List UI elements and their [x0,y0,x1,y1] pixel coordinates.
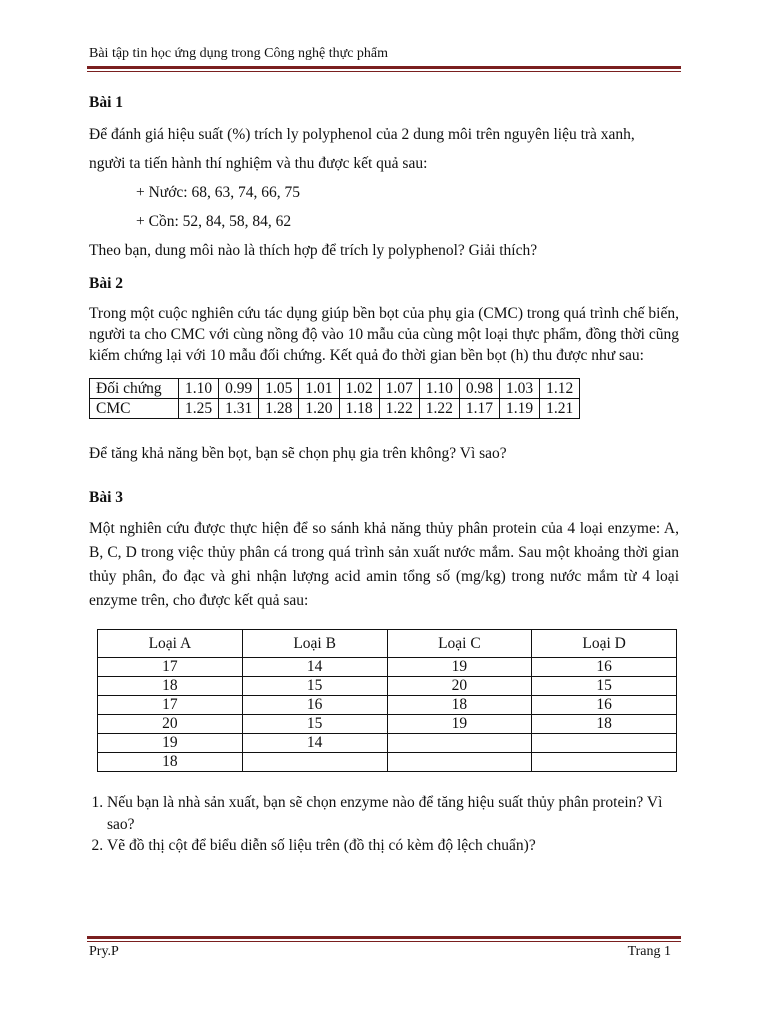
table-cell: 1.10 [179,379,219,399]
table-cell: 19 [98,734,243,753]
table-cell: 1.12 [540,379,580,399]
table-cell: 16 [532,658,677,677]
table-cell: 14 [242,658,387,677]
table-row [98,696,677,715]
table-cell: 1.31 [219,399,259,419]
footer-rule [87,936,681,942]
table-header-cell: Loại D [532,630,677,658]
table-row [90,379,580,399]
table-cell: 1.18 [339,399,379,419]
table-row [98,677,677,696]
header-title: Bài tập tin học ứng dụng trong Công nghệ thực phẩm [89,46,389,61]
table-cell: 1.19 [500,399,540,419]
table-cell: 20 [387,677,532,696]
table-cell: 15 [242,677,387,696]
table-cell: 1.10 [419,379,459,399]
table-cell: 17 [98,696,243,715]
table-header-cell: Loại C [387,630,532,658]
bai3-heading: Bài 3 [89,489,124,506]
header-rule [87,66,681,72]
table-cell: 20 [98,715,243,734]
table-cell [242,753,387,772]
table-row [98,734,677,753]
table-cell: 0.99 [219,379,259,399]
bai1-heading: Bài 1 [89,94,124,111]
main-content [89,90,679,857]
table-cell: 1.22 [419,399,459,419]
table-cell: 18 [98,677,243,696]
table-cell: 1.05 [259,379,299,399]
bai3-table [97,629,677,772]
list-item: 1. Nếu bạn là nhà sản xuất, bạn sẽ chọn enzyme nào để tăng hiệu suất thủy phân protein? Vì sao? [107,792,679,835]
table-cell [387,734,532,753]
table-cell: 14 [242,734,387,753]
bai1-intro-line2: người ta tiến hành thí nghiệm và thu được kết quả sau: [89,155,428,172]
bai2-question: Để tăng khả năng bền bọt, bạn sẽ chọn phụ gia trên không? Vì sao? [89,445,507,462]
table-cell: 15 [532,677,677,696]
bai2-table [89,378,580,419]
table-cell: 1.03 [500,379,540,399]
table-cell: 1.07 [379,379,419,399]
table-cell: 18 [387,696,532,715]
table-row [98,658,677,677]
table-cell-label: CMC [90,399,179,419]
footer-author: Pry.P [89,944,119,959]
bai1-item-nuoc: + Nước: 68, 63, 74, 66, 75 [136,184,300,201]
list-item: 2. Vẽ đồ thị cột để biểu diễn số liệu trên (đồ thị có kèm độ lệch chuẩn)? [107,835,679,857]
table-row [98,715,677,734]
table-cell: 18 [532,715,677,734]
table-cell: 1.21 [540,399,580,419]
table-cell: 1.17 [459,399,499,419]
table-cell: 18 [98,753,243,772]
table-header-cell: Loại A [98,630,243,658]
table-cell: 15 [242,715,387,734]
table-row [98,753,677,772]
table-cell: 19 [387,715,532,734]
table-cell: 1.28 [259,399,299,419]
table-cell: 1.25 [179,399,219,419]
table-cell: 19 [387,658,532,677]
bai2-paragraph: Trong một cuộc nghiên cứu tác dụng giúp bền bọt của phụ gia (CMC) trong quá trình chế biến, người ta cho CMC với cùng nồng độ vào 10 mẫu của cùng một loại thực phẩm, đồng thời cũng kiếm chứng lại với 10 mẫu đối chứng. Kết quả đo thời gian bền bọt (h) thu được như sau: [89,305,679,364]
table-cell: 0.98 [459,379,499,399]
bai1-item-con: + Cồn: 52, 84, 58, 84, 62 [136,213,292,230]
table-header-cell: Loại B [242,630,387,658]
bai1-question: Theo bạn, dung môi nào là thích hợp để trích ly polyphenol? Giải thích? [89,242,538,259]
table-row [90,399,580,419]
table-header-row [98,630,677,658]
bai2-heading: Bài 2 [89,275,124,292]
footer-page-number: Trang 1 [627,944,671,959]
table-cell-label: Đối chứng [90,379,179,399]
table-cell: 1.01 [299,379,339,399]
table-cell [532,753,677,772]
bai1-intro-line1: Để đánh giá hiệu suất (%) trích ly polyphenol của 2 dung môi trên nguyên liệu trà xanh, [89,126,635,143]
bai3-questions [89,792,679,857]
table-cell: 1.20 [299,399,339,419]
bai3-paragraph: Một nghiên cứu được thực hiện để so sánh khả năng thủy phân protein của 4 loại enzyme: A, B, C, D trong việc thủy phân cá trong quá trình sản xuất nước mắm. Sau một khoảng thời gian thủy phân, đo đạc và ghi nhận lượng acid amin tổng số (mg/kg) trong nước mắm từ 4 loại enzyme trên, cho được kết quả sau: [89,520,679,609]
table-cell: 17 [98,658,243,677]
table-cell [387,753,532,772]
table-cell: 16 [532,696,677,715]
table-cell: 1.22 [379,399,419,419]
table-cell: 16 [242,696,387,715]
table-cell: 1.02 [339,379,379,399]
table-cell [532,734,677,753]
